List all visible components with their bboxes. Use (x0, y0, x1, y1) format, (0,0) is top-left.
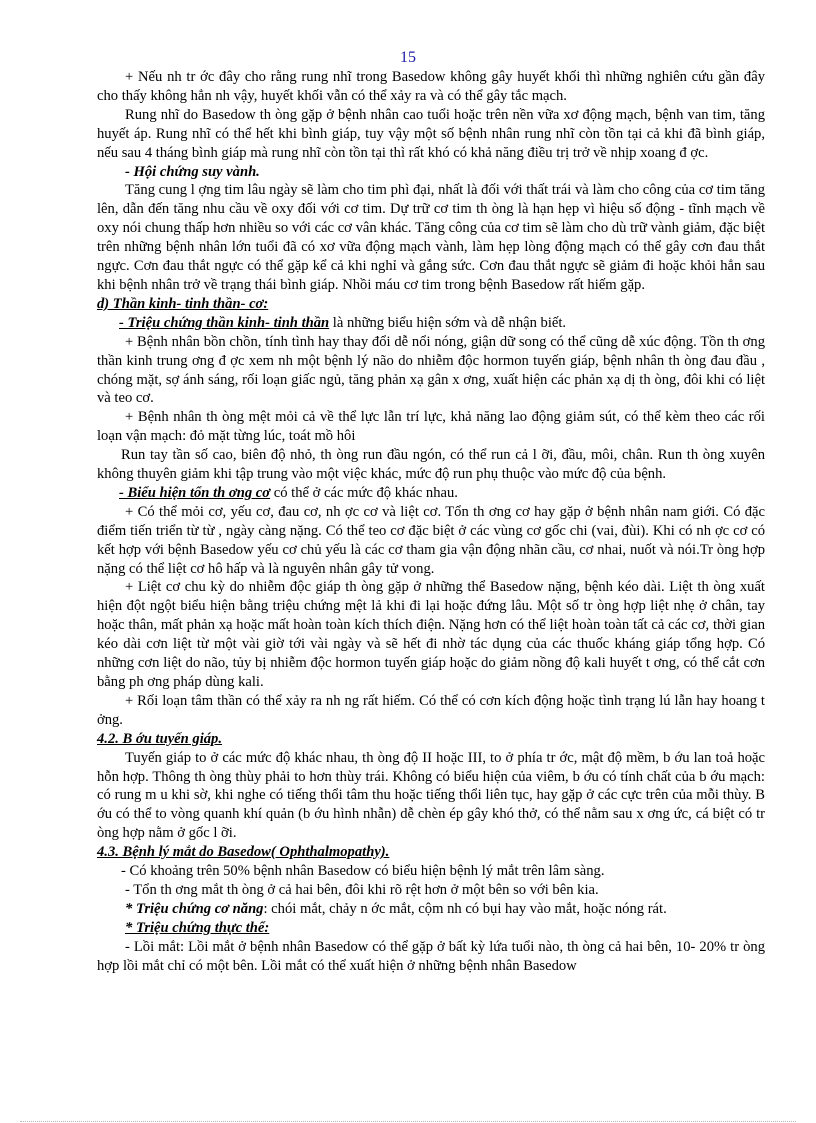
heading-ophthalmopathy: 4.3. Bệnh lý mắt do Basedow( Ophthalmopathy). (97, 844, 390, 861)
footer-divider (20, 1121, 796, 1122)
paragraph-functional-symptoms (97, 900, 765, 919)
paragraph-fatigue: + Bệnh nhân th òng mệt mỏi cả về thể lực lẫn trí lực, khả năng lao động giảm sút, có thể kèm theo các rối loạn vận mạch: đỏ mặt từng lúc, toát mồ hôi (97, 409, 765, 445)
paragraph-muscle-weakness: + Có thể mỏi cơ, yếu cơ, đau cơ, nh ợc cơ và liệt cơ. Tổn th ơng cơ hay gặp ở bệnh nhân nam giới. Có đặc điểm tiến triển từ từ , ngày càng nặng. Có thể teo cơ đặc biệt ở các vùng cơ gốc chi (vai, đùi). Khi có nh ợc cơ có kết hợp với bệnh Basedow yếu cơ chủ yếu là các cơ tham gia vận động nhãn cầu, cơ nhai, nuốt và nói.Tr òng hợp nặng có thể liệt cơ hô hấp và là nguyên nhân gây tử vong. (97, 503, 765, 577)
muscle-lesion-label: - Biểu hiện tổn th ơng cơ (119, 484, 271, 501)
paragraph-atrial-fibrillation-thrombosis: + Nếu nh tr ớc đây cho rằng rung nhĩ trong Basedow không gây huyết khối thì những nghiên cứu gần đây cho thấy không hẳn nh vậy, huyết khối vẫn có thể xảy ra và có thể gây tắc mạch. (97, 69, 765, 104)
functional-symptoms-label: * Triệu chứng cơ năng (125, 900, 264, 917)
paragraph-coronary-insufficiency: Tăng cung l ợng tim lâu ngày sẽ làm cho tim phì đại, nhất là đối với thất trái và làm cho công của cơ tim tăng lên, dẫn đến tăng nhu cầu về oxy đối với cơ tim. Dự trữ cơ tim th òng là hạn hẹp vì hiệu số động - tĩnh mạch về oxy nói chung thấp hơn nhiều so với các cơ vân khác. Tăng công của cơ tim sẽ làm cho dù trữ vành giảm, đặc biệt trên những bệnh nhân lớn tuổi đã có xơ vữa động mạch vành, làm hẹp lòng động mạch có thể gây cơn đau thắt ngực. Cơn đau thắt ngực có thể gặp kể cả khi nghỉ và gắng sức. Cơn đau thắt ngực sẽ giảm đi hoặc khỏi hẳn sau khi bệnh nhân trở về trạng thái bình giáp. Nhồi máu cơ tim trong bệnh Basedow rất hiếm gặp. (97, 182, 765, 293)
paragraph-periodic-paralysis: + Liệt cơ chu kỳ do nhiễm độc giáp th òng gặp ở những thể Basedow nặng, bệnh kéo dài. Liệt th òng xuất hiện đột ngột biểu hiện bằng triệu chứng mệt lả khi đi lại hoặc đứng lâu. Một số tr òng hợp liệt nhẹ ở chân, tay hoặc thân, mất phản xạ hoặc mất hoàn toàn kích thích điện. Nặng hơn có thể liệt hoàn toàn tất cả các cơ, thời gian kéo dài cơn liệt từ một vài giờ tới vài ngày và sẽ hết đi nhờ tác dụng của các thuốc kháng giáp tổng hợp. Có những cơn liệt do não, tủy bị nhiễm độc hormon tuyến giáp hoặc do giảm nồng độ kali huyết t ơng, có thể cắt cơn bằng ph ơng pháp dùng kali. (97, 579, 765, 690)
heading-neuro-psycho-muscular: d) Thần kinh- tinh thần- cơ: (97, 295, 269, 312)
paragraph-atrial-fibrillation-causes: Rung nhĩ do Basedow th òng gặp ở bệnh nhân cao tuổi hoặc trên nền vữa xơ động mạch, bệnh van tim, tăng huyết áp. Rung nhĩ có thể hết khi bình giáp, tuy vậy một số bệnh nhân rung nhĩ còn tồn tại cả khi đã bình giáp, nếu sau 4 tháng bình giáp mà rung nhĩ còn tồn tại thì rất khó có khả năng điều trị trở về nhịp xoang đ ợc. (97, 106, 765, 161)
paragraph-tremor: Run tay tần số cao, biên độ nhỏ, th òng run đầu ngón, có thể run cả l ỡi, đầu, môi, chân. Run th òng xuyên không thuyên giảm khi tập trung vào một việc khác, mức độ run phụ thuộc vào mức độ của bệnh. (97, 447, 765, 483)
paragraph-psychiatric-disorders: + Rối loạn tâm thần có thể xảy ra nh ng rất hiếm. Có thể có cơn kích động hoặc tình trạng lú lẫn hay hoang t ởng. (97, 692, 765, 728)
page-number: 15 (400, 49, 416, 66)
paragraph-exophthalmos: - Lồi mắt: Lồi mắt ở bệnh nhân Basedow có thể gặp ở bất kỳ lứa tuổi nào, th òng cả hai bên, 10- 20% tr òng hợp lồi mắt chỉ có một bên. Lồi mắt có thể xuất hiện ở những bệnh nhân Basedow (97, 938, 765, 974)
muscle-lesion-text: có thể ở các mức độ khác nhau. (270, 484, 458, 501)
paragraph-restlessness: + Bệnh nhân bồn chồn, tính tình hay thay đổi dễ nổi nóng, giận dữ song có thể cũng dễ xúc động. Tồn th ơng thần kinh trung ơng đ ợc xem nh một bệnh lý não do nhiễm độc hormon tuyến giáp, bệnh nhân th òng đau đầu , chóng mặt, sợ ánh sáng, rối loạn giấc ngủ, tăng phản xạ gân x ơng, xuất hiện các phản xạ dị th òng, đôi khi có liệt và teo cơ. (97, 333, 765, 407)
neuro-symptoms-label: - Triệu chứng thần kinh- tinh thần (119, 314, 330, 331)
heading-coronary-insufficiency: - Hội chứng suy vành. (125, 163, 260, 180)
paragraph-goiter: Tuyến giáp to ở các mức độ khác nhau, th òng độ II hoặc III, to ở phía tr ớc, mật độ mềm, b ớu lan toả hoặc hỗn hợp. Thông th òng thùy phải to hơn thùy trái. Không có biểu hiện của viêm, b ớu có tính chất của b ớu mạch: có rung m u khi sờ, khi nghe có tiếng thổi tâm thu hoặc tiếng thổi liên tục, hay gặp ở các cực trên của mỗi thùy. B ớu có thể to vòng quanh khí quản (b ớu hình nhẫn) dễ chèn ép gây khó thở, có thể nằm sau x ơng ức, cá biệt có tr òng hợp nằm ở gốc l ỡi. (97, 749, 765, 842)
paragraph-eye-lesion: - Tổn th ơng mắt th òng ở cả hai bên, đôi khi rõ rệt hơn ở một bên so với bên kia. (125, 881, 599, 898)
paragraph-eye-prevalence: - Có khoảng trên 50% bệnh nhân Basedow có biểu hiện bệnh lý mắt trên lâm sàng. (121, 863, 605, 880)
heading-goiter: 4.2. B ớu tuyến giáp. (97, 730, 223, 747)
paragraph-neuro-symptoms-intro (97, 314, 765, 333)
paragraph-muscle-intro (97, 484, 765, 503)
heading-physical-signs: * Triệu chứng thực thể: (125, 919, 270, 936)
neuro-symptoms-text: là những biểu hiện sớm và dễ nhận biết. (329, 314, 567, 331)
functional-symptoms-text: : chói mắt, chảy n ớc mắt, cộm nh có bụi hay vào mắt, hoặc nóng rát. (263, 900, 667, 917)
document-body (97, 68, 765, 976)
